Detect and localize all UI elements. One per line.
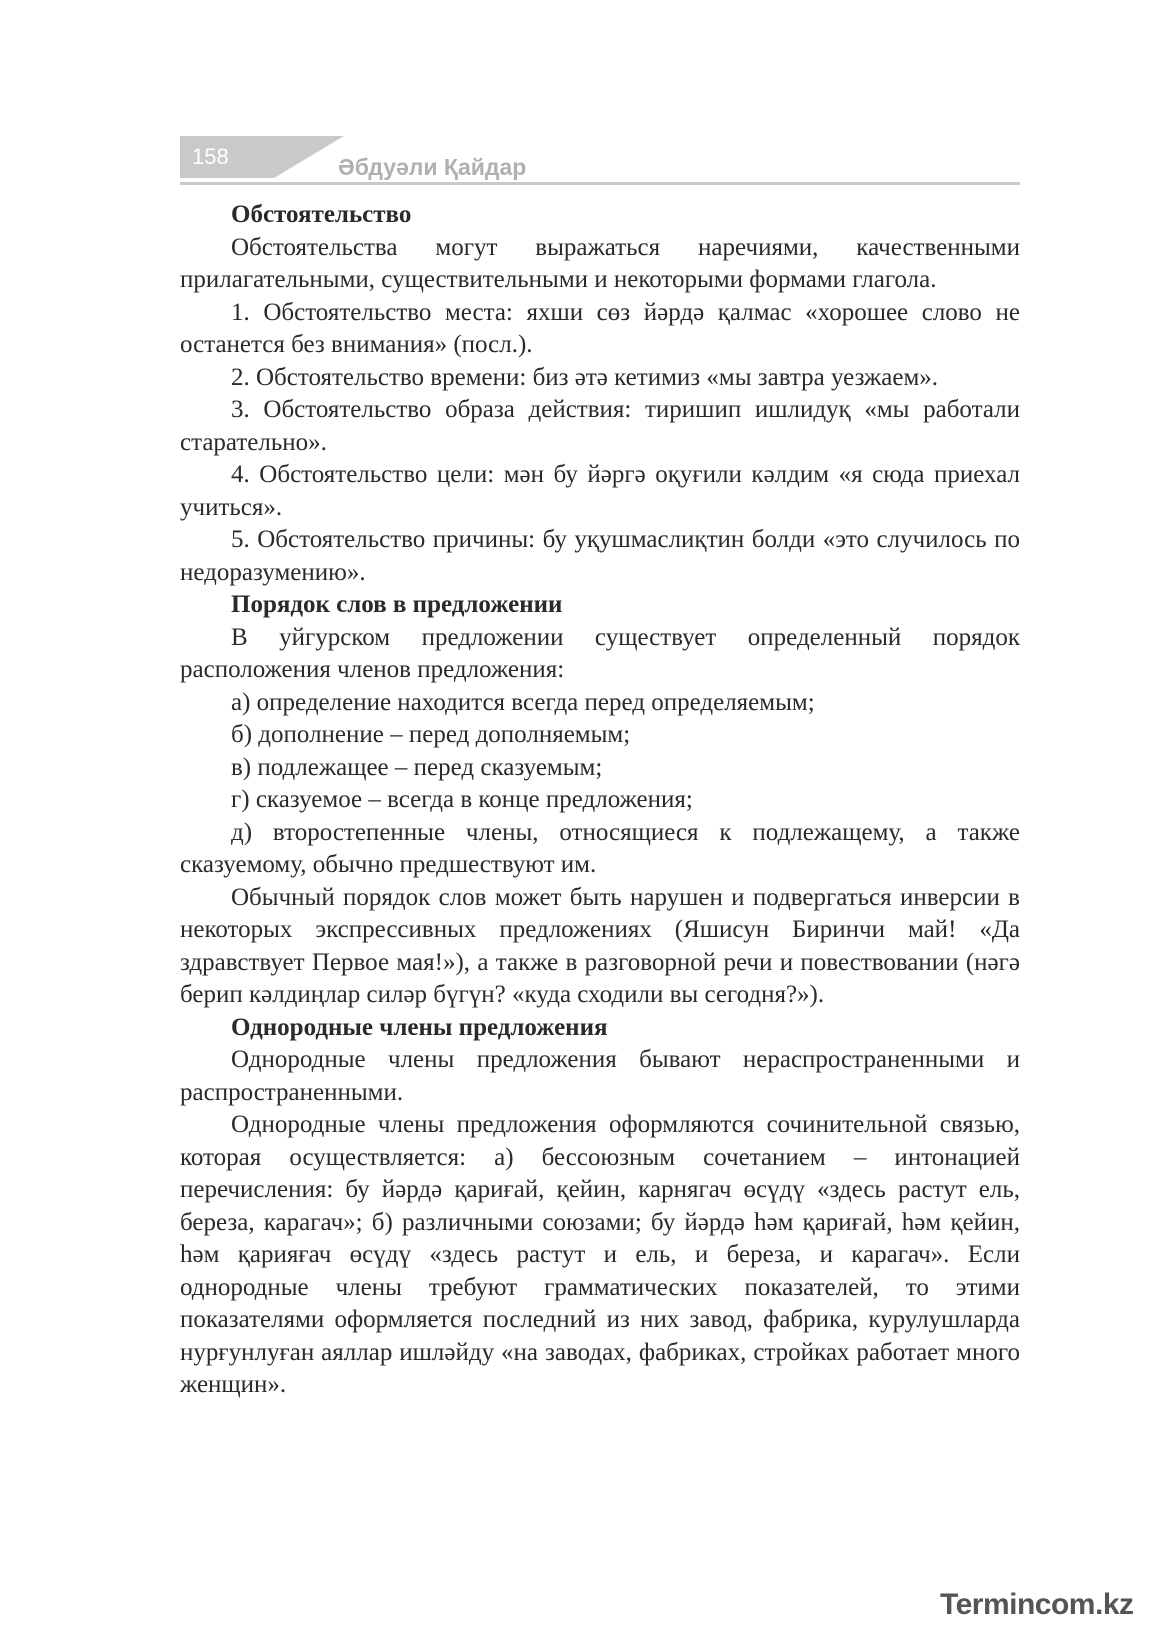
paragraph: В уйгурском предложении существует определенный порядок расположения членов предложения: [180, 623, 1020, 683]
paragraph: 3. Обстоятельство образа действия: тиришип ишлидуқ «мы работали старательно». [180, 396, 1020, 456]
paragraph: 2. Обстоятельство времени: биз әтә кетимиз «мы завтра уезжаем». [231, 363, 939, 391]
paragraph: Обычный порядок слов может быть нарушен и подвергаться инверсии в некоторых экспрессивных предложениях (Яшисун Биринчи май! «Да здравствует Первое мая!»), а также в разговорной речи и повествовании (нәгә берип кәлдиңлар силәр бүгүн? «куда сходили вы сегодня?»). [180, 883, 1020, 1008]
page-tab-decoration [274, 136, 344, 178]
paragraph: Обстоятельства могут выражаться наречиями, качественными прилагательными, существительными и некоторыми формами глагола. [180, 233, 1020, 293]
paragraph: а) определение находится всегда перед определяемым; [231, 688, 815, 716]
header-rule [180, 182, 1020, 185]
paragraph: д) второстепенные члены, относящиеся к подлежащему, а также сказуемому, обычно предшествуют им. [180, 818, 1020, 878]
paragraph: 1. Обстоятельство места: яхши сөз йәрдә қалмас «хорошее слово не останется без внимания» (посл.). [180, 298, 1020, 358]
site-watermark: Termincom.kz [940, 1588, 1134, 1621]
section-heading: Однородные члены предложения [231, 1013, 608, 1041]
paragraph: б) дополнение – перед дополняемым; [231, 721, 631, 748]
body-text [180, 199, 1020, 1402]
section-heading: Обстоятельство [231, 201, 412, 228]
paragraph: 4. Обстоятельство цели: мән бу йәргә оқуғили кәлдим «я сюда приехал учиться». [180, 461, 1020, 521]
paragraph: 5. Обстоятельство причины: бу уқушмаслиқтин болди «это случилось по недоразумению». [180, 526, 1020, 586]
paragraph: г) сказуемое – всегда в конце предложения; [231, 786, 693, 813]
running-head-author: Әбдуәли Қайдар [338, 154, 527, 180]
page-header [180, 136, 1020, 188]
paragraph: в) подлежащее – перед сказуемым; [231, 753, 603, 781]
page-number: 158 [180, 136, 274, 178]
section-heading: Порядок слов в предложении [231, 591, 563, 618]
paragraph: Однородные члены предложения оформляются сочинительной связью, которая осуществляется: а) бессоюзным сочетанием – интонацией перечисления: бу йәрдә қариғай, қейин, карнягач өсүдү «здесь растут ель, береза, карагач»; б) различными союзами; бу йәрдә һәм қариғай, һәм қейин, һәм қарияғач өсүдү «здесь растут и ель, и береза, и карагач». Если однородные члены требуют грамматических показателей, то этими показателями оформляется последний из них завод, фабрика, курулушларда нурғунлуған аяллар ишләйду «на заводах, фабриках, стройках работает много женщин». [180, 1111, 1020, 1398]
paragraph: Однородные члены предложения бывают нераспространенными и распространенными. [180, 1046, 1020, 1106]
